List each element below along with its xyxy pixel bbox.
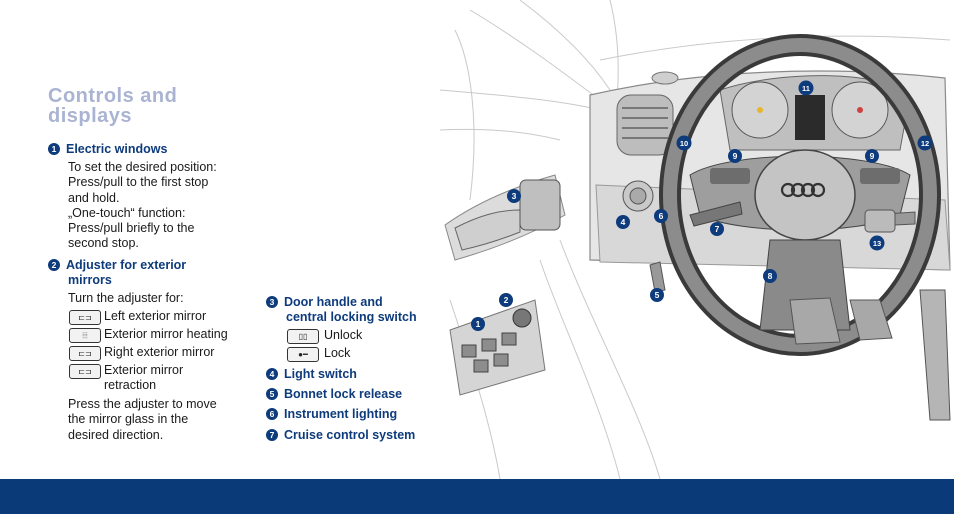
section-door-handle: [266, 295, 417, 325]
section-title: Door handle and: [284, 295, 383, 309]
option-label-line: retraction: [104, 378, 157, 392]
svg-text:1: 1: [475, 319, 481, 329]
page-title: Controls and displays: [48, 85, 178, 127]
callout-6: [654, 209, 668, 223]
section-title: Instrument lighting: [284, 407, 398, 421]
callout-1: [471, 317, 485, 331]
mirror-adjuster-knob: [513, 309, 531, 327]
section-light-switch: [266, 367, 357, 382]
text-line: second stop.: [68, 236, 139, 251]
svg-text:7: 7: [714, 224, 720, 234]
right-mirror-icon: ⊏⊐: [69, 346, 101, 361]
text-line: Press/pull to the first stop: [68, 175, 209, 190]
text-line: To set the desired position:: [68, 160, 217, 174]
lock-icon: ●━: [287, 347, 319, 362]
driver-info-display: [795, 95, 825, 140]
callout-12: [918, 136, 933, 151]
text-line: the mirror glass in the: [68, 412, 189, 427]
callout-11: [799, 81, 814, 96]
callout-13: [870, 236, 885, 251]
number-badge: 2: [48, 259, 60, 271]
mirror-outro: [68, 397, 248, 443]
text-line: desired direction.: [68, 427, 164, 442]
mirror-intro: Turn the adjuster for:: [68, 291, 184, 305]
footer-bar: [0, 479, 954, 514]
number-badge: 3: [266, 296, 278, 308]
air-vent-icon: [617, 95, 673, 155]
svg-text:2: 2: [503, 295, 509, 305]
svg-text:11: 11: [802, 84, 810, 93]
callout-9-left: [728, 149, 742, 163]
callout-8: [763, 269, 777, 283]
option-label: Exterior mirror heating: [104, 327, 228, 341]
number-badge: 4: [266, 368, 278, 380]
section-title: Cruise control system: [284, 428, 416, 442]
callout-7: [710, 222, 724, 236]
section-title: Bonnet lock release: [284, 387, 403, 401]
section-mirror-adjuster: [48, 258, 186, 288]
text-line: Press/pull briefly to the: [68, 221, 195, 236]
speaker-icon: [652, 72, 678, 84]
steering-wheel-buttons: [865, 210, 895, 232]
text-line: and hold.: [68, 190, 120, 205]
option-label: Unlock: [324, 328, 363, 342]
callout-3: [507, 189, 521, 203]
section-cruise-control: [266, 428, 415, 443]
svg-text:9: 9: [732, 151, 738, 161]
central-locking-switch: [520, 180, 560, 230]
mirror-heating-icon: ⦙⦙⦙: [69, 328, 101, 343]
svg-text:13: 13: [872, 239, 882, 248]
option-label: [104, 363, 183, 393]
svg-text:5: 5: [654, 290, 660, 300]
callout-4: [616, 215, 630, 229]
section-electric-windows: [48, 142, 167, 157]
number-badge: 7: [266, 429, 278, 441]
section-title: Light switch: [284, 367, 357, 381]
bonnet-release-lever: [650, 262, 665, 292]
section-instrument-lighting: [266, 407, 397, 422]
number-badge: 5: [266, 388, 278, 400]
option-label: Right exterior mirror: [104, 345, 215, 359]
option-label: Left exterior mirror: [104, 309, 207, 323]
svg-text:9: 9: [869, 151, 875, 161]
svg-text:4: 4: [620, 217, 626, 227]
section-title: Adjuster for exterior: [66, 258, 187, 272]
svg-text:6: 6: [658, 211, 664, 221]
accelerator-pedal: [920, 290, 950, 420]
section-bonnet-release: [266, 387, 402, 402]
option-label: Lock: [324, 346, 351, 360]
text-line: „One-touch“ function:: [68, 205, 186, 220]
callout-10: [677, 136, 692, 151]
svg-text:3: 3: [511, 191, 517, 201]
section-title-line2: mirrors: [68, 273, 112, 287]
section-title: Electric windows: [66, 142, 168, 156]
option-label-line: Exterior mirror: [104, 363, 184, 377]
unlock-icon: ▯▯: [287, 329, 319, 344]
number-badge: 1: [48, 143, 60, 155]
left-mirror-icon: ⊏⊐: [69, 310, 101, 325]
callout-9-right: [865, 149, 879, 163]
svg-text:10: 10: [679, 139, 689, 148]
svg-text:12: 12: [920, 139, 930, 148]
callout-5: [650, 288, 664, 302]
dashboard-illustration: [440, 0, 954, 479]
callout-2: [499, 293, 513, 307]
electric-windows-text: [68, 160, 248, 252]
number-badge: 6: [266, 408, 278, 420]
mirror-retraction-icon: ⊏⊐: [69, 364, 101, 379]
text-line: Press the adjuster to move: [68, 397, 217, 411]
svg-text:8: 8: [767, 271, 773, 281]
section-title-line2: central locking switch: [286, 310, 417, 324]
